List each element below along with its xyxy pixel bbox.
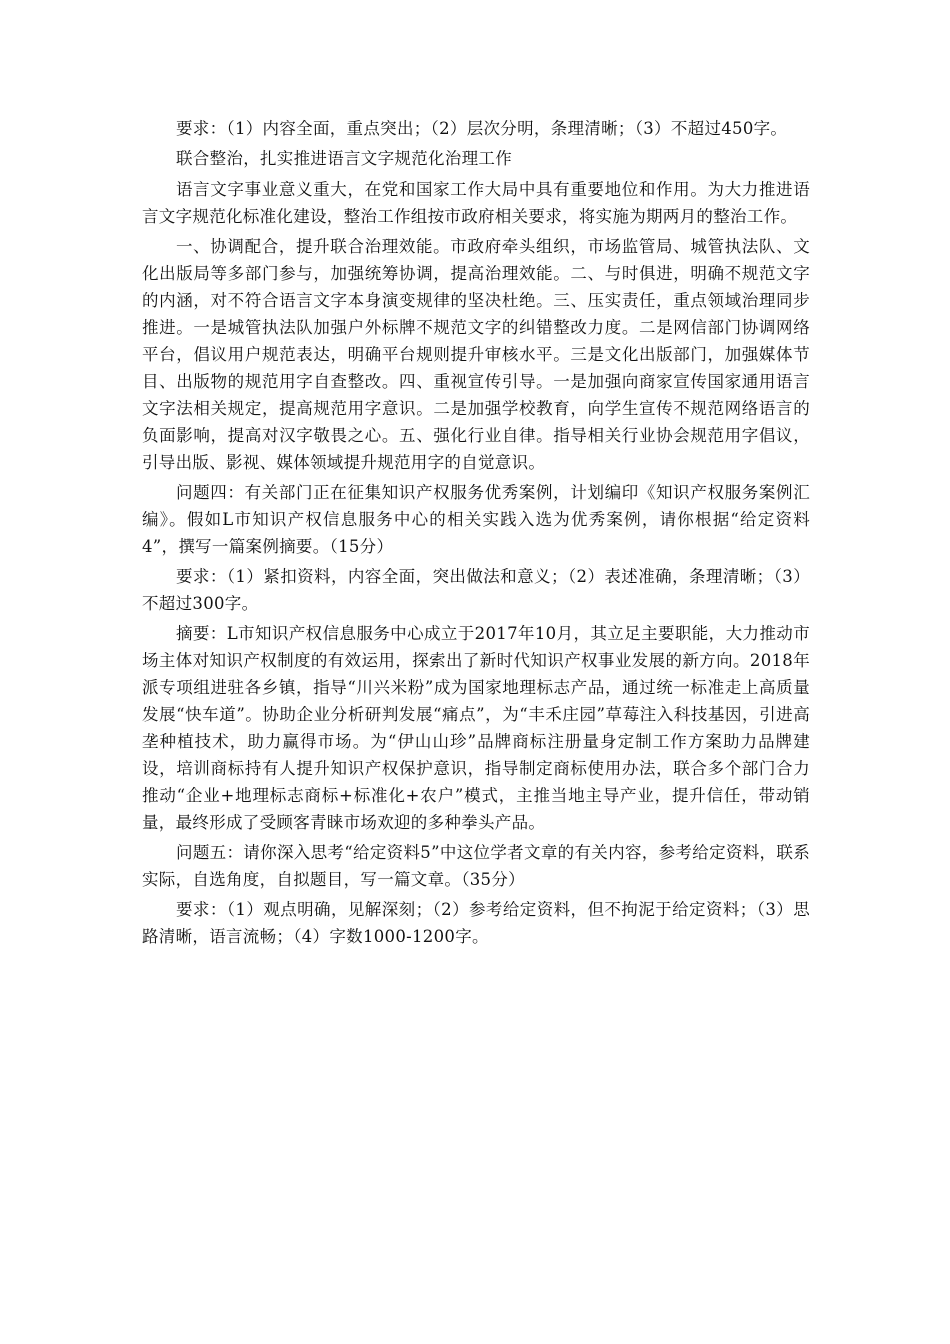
answer-title: 联合整治，扎实推进语言文字规范化治理工作 (176, 149, 512, 168)
document-body (142, 115, 810, 950)
question-four-paragraph: 问题四：有关部门正在征集知识产权服务优秀案例，计划编印《知识产权服务案例汇编》。假如L市知识产权信息服务中心的相关实践入选为优秀案例，请你根据“给定资料4”，撰写一篇案例摘要。（15分） (142, 483, 810, 556)
requirements-paragraph-q4: 要求：（1）紧扣资料，内容全面，突出做法和意义；（2）表述准确，条理清晰；（3）不超过300字。 (142, 567, 810, 613)
requirements-paragraph-q5: 要求：（1）观点明确，见解深刻；（2）参考给定资料，但不拘泥于给定资料；（3）思路清晰，语言流畅；（4）字数1000-1200字。 (142, 900, 810, 946)
answer-intro-paragraph: 语言文字事业意义重大，在党和国家工作大局中具有重要地位和作用。为大力推进语言文字规范化标准化建设，整治工作组按市政府相关要求，将实施为期两月的整治工作。 (142, 180, 810, 226)
abstract-paragraph: 摘要：L市知识产权信息服务中心成立于2017年10月，其立足主要职能，大力推动市场主体对知识产权制度的有效运用，探索出了新时代知识产权事业发展的新方向。2018年派专项组进驻各乡镇，指导“川兴米粉”成为国家地理标志产品，通过统一标准走上高质量发展“快车道”。协助企业分析研判发展“痛点”，为“丰禾庄园”草莓注入科技基因，引进高垄种植技术，助力赢得市场。为“伊山山珍”品牌商标注册量身定制工作方案助力品牌建设，培训商标持有人提升知识产权保护意识，指导制定商标使用办法，联合多个部门合力推动“企业+地理标志商标+标准化+农户”模式，主推当地主导产业，提升信任，带动销量，最终形成了受顾客青睐市场欢迎的多种拳头产品。 (142, 624, 810, 832)
answer-body-paragraph: 一、协调配合，提升联合治理效能。市政府牵头组织，市场监管局、城管执法队、文化出版局等多部门参与，加强统筹协调，提高治理效能。二、与时俱进，明确不规范文字的内涵，对不符合语言文字本身演变规律的坚决杜绝。三、压实责任，重点领域治理同步推进。一是城管执法队加强户外标牌不规范文字的纠错整改力度。二是网信部门协调网络平台，倡议用户规范表达，明确平台规则提升审核水平。三是文化出版部门，加强媒体节目、出版物的规范用字自查整改。四、重视宣传引导。一是加强向商家宣传国家通用语言文字法相关规定，提高规范用字意识。二是加强学校教育，向学生宣传不规范网络语言的负面影响，提高对汉字敬畏之心。五、强化行业自律。指导相关行业协会规范用字倡议，引导出版、影视、媒体领域提升规范用字的自觉意识。 (142, 237, 810, 472)
requirements-paragraph-q3: 要求：（1）内容全面，重点突出；（2）层次分明，条理清晰；（3）不超过450字。 (176, 119, 788, 138)
question-five-paragraph: 问题五：请你深入思考“给定资料5”中这位学者文章的有关内容，参考给定资料，联系实际，自选角度，自拟题目，写一篇文章。（35分） (142, 843, 810, 889)
